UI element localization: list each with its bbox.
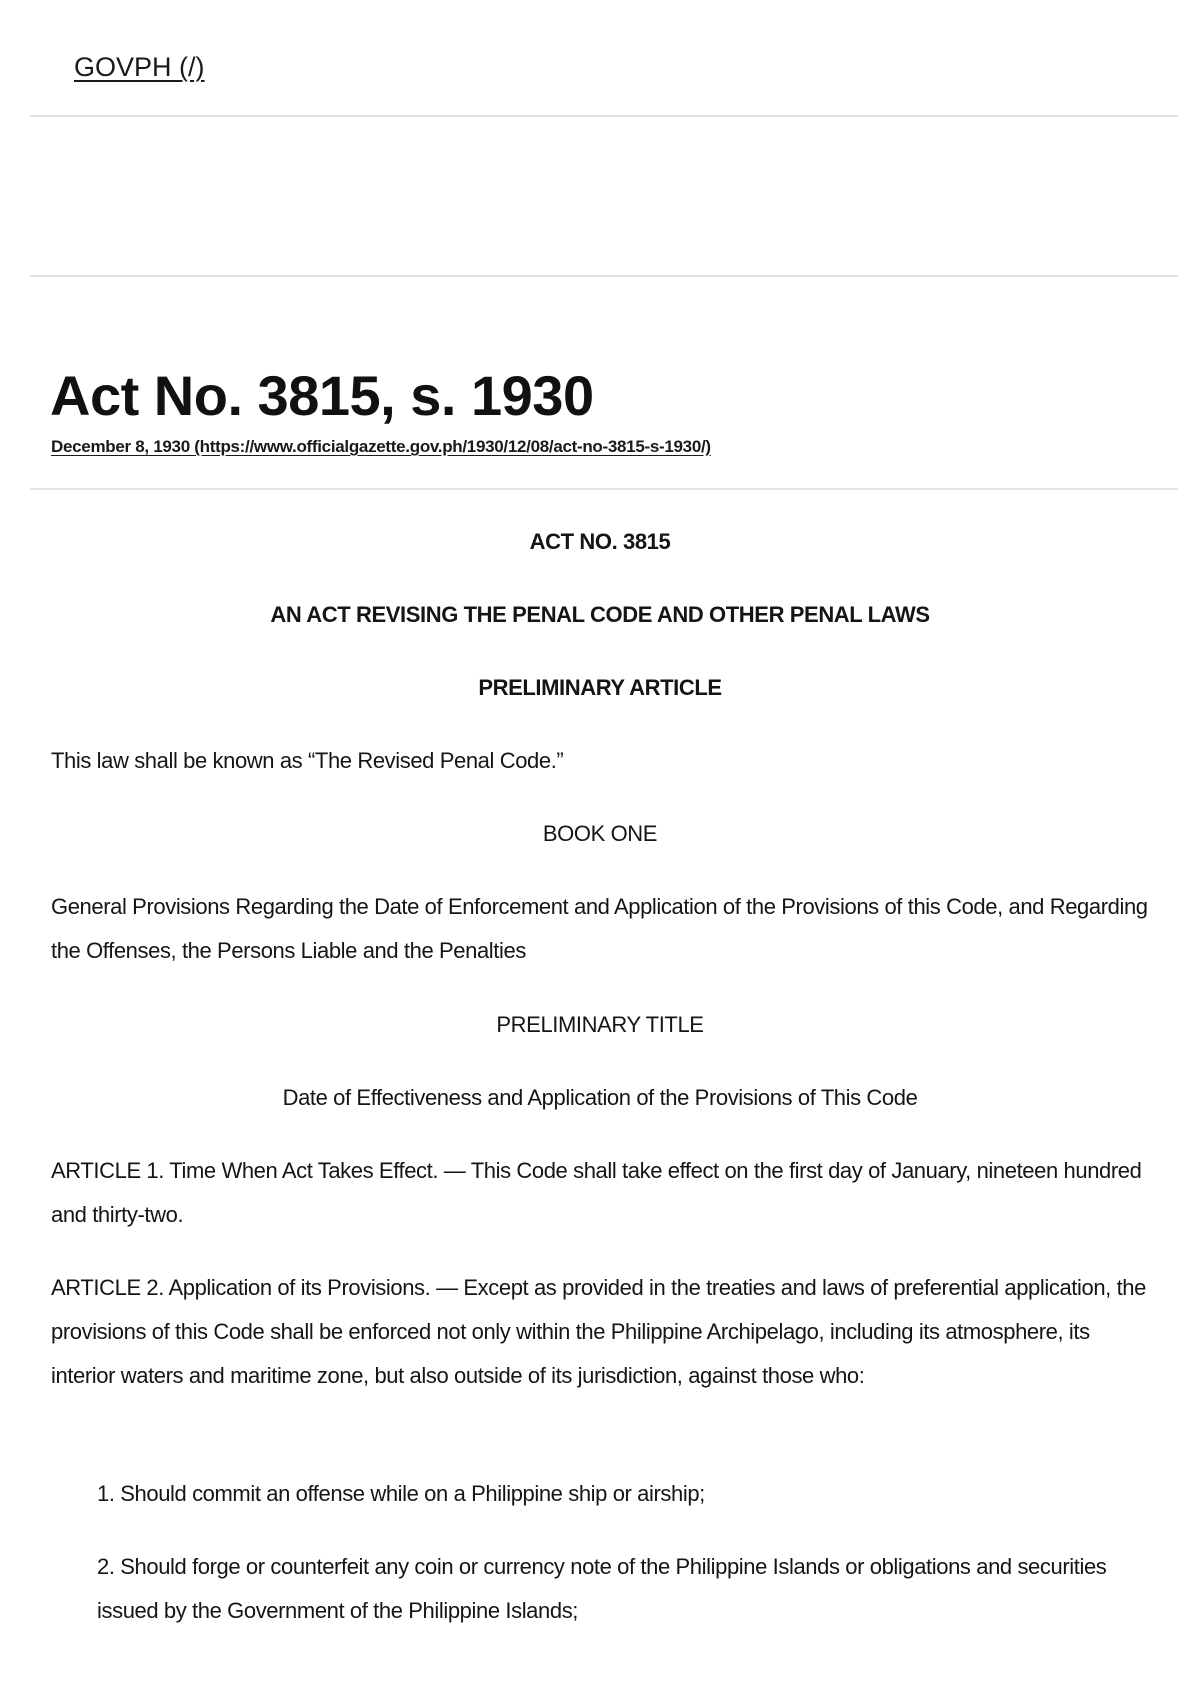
date-effectiveness-heading: Date of Effectiveness and Application of the Provisions of This Code [282, 1085, 918, 1110]
publication-date-link[interactable]: December 8, 1930 (https://www.officialgazette.gov.ph/1930/12/08/act-no-3815-s-1930/) [51, 437, 711, 456]
list-item: 1. Should commit an offense while on a Philippine ship or airship; [97, 1481, 705, 1506]
title-divider [30, 488, 1178, 490]
act-number-heading: ACT NO. 3815 [529, 529, 671, 554]
book-heading: BOOK ONE [542, 821, 658, 846]
preliminary-article-heading: PRELIMINARY ARTICLE [478, 675, 722, 700]
act-subject-heading: AN ACT REVISING THE PENAL CODE AND OTHER PENAL LAWS [270, 602, 930, 627]
preliminary-title-heading: PRELIMINARY TITLE [496, 1012, 704, 1037]
banner-divider [30, 275, 1178, 277]
intro-paragraph: This law shall be known as “The Revised Penal Code.” [51, 748, 564, 773]
header-divider [30, 115, 1178, 117]
govph-home-link[interactable]: GOVPH (/) [74, 52, 205, 82]
general-provisions-paragraph: General Provisions Regarding the Date of Enforcement and Application of the Provisions of this Code, and Regarding the Offenses, the Persons Liable and the Penalties [51, 894, 1148, 963]
article-1-paragraph: ARTICLE 1. Time When Act Takes Effect. — This Code shall take effect on the first day of January, nineteen hundred and thirty-two. [51, 1158, 1142, 1227]
page-title: Act No. 3815, s. 1930 [50, 364, 594, 427]
article-2-paragraph: ARTICLE 2. Application of its Provisions. — Except as provided in the treaties and laws of preferential application, the provisions of this Code shall be enforced not only within the Philippine Archipelago, including its atmosphere, its interior waters and maritime zone, but also outside of its jurisdiction, against those who: [51, 1275, 1146, 1388]
list-item: 2. Should forge or counterfeit any coin or currency note of the Philippine Islands or obligations and securities issued by the Government of the Philippine Islands; [97, 1554, 1107, 1623]
